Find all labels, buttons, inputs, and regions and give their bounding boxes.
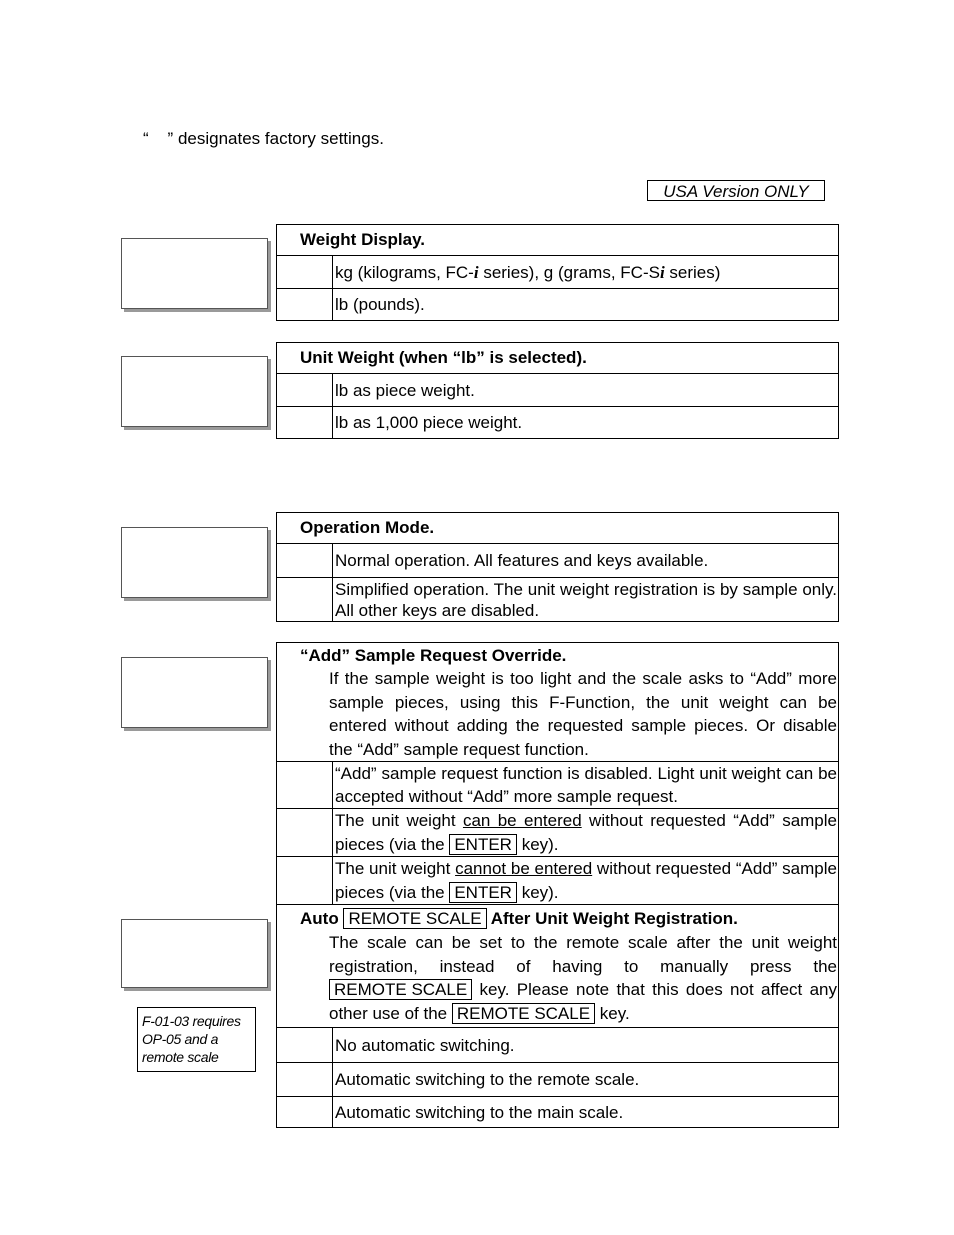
auto-remote-title: Auto REMOTE SCALE After Unit Weight Registration. <box>300 909 738 928</box>
table-row <box>277 1027 838 1062</box>
function-code-box-auto-remote <box>121 919 268 988</box>
usa-version-label: USA Version ONLY <box>647 180 825 201</box>
unit-weight-table <box>276 342 839 439</box>
remote-scale-key-label: REMOTE SCALE <box>329 979 472 1000</box>
function-code-box-unit-weight <box>121 356 268 427</box>
weight-display-table <box>276 224 839 321</box>
add-override-option-can: The unit weight can be entered without requested “Add” sample pieces (via the ENTER key). <box>335 811 837 854</box>
weight-display-title: Weight Display. <box>300 230 426 249</box>
add-override-title: “Add” Sample Request Override. <box>300 646 567 665</box>
operation-mode-normal: Normal operation. All features and keys available. <box>335 551 709 570</box>
table-row <box>277 255 838 288</box>
table-row <box>277 373 838 406</box>
auto-remote-option-main: Automatic switching to the main scale. <box>335 1103 624 1122</box>
remote-scale-key-label: REMOTE SCALE <box>452 1003 595 1024</box>
add-override-option-cannot: The unit weight cannot be entered without requested “Add” sample pieces (via the ENTER key). <box>335 859 837 902</box>
function-code-box-add-override <box>121 657 268 728</box>
table-row <box>277 577 838 621</box>
table-row <box>277 288 838 320</box>
remote-scale-requirement-note: F-01-03 requires OP-05 and a remote scale <box>137 1007 256 1072</box>
table-row <box>277 1062 838 1096</box>
function-code-box-weight-display <box>121 238 268 309</box>
unit-weight-option-piece: lb as piece weight. <box>335 381 475 400</box>
add-override-option-disabled: “Add” sample request function is disabled. Light unit weight can be accepted without “Add” more sample request. <box>335 764 837 806</box>
add-override-header <box>277 643 838 761</box>
add-override-description: If the sample weight is too light and the scale asks to “Add” more sample pieces, using this F-Function, the unit weight can be entered without adding the requested sample pieces. Or disable the “Add” sample request function. <box>329 669 837 759</box>
auto-remote-option-remote: Automatic switching to the remote scale. <box>335 1070 640 1089</box>
unit-weight-title: Unit Weight (when “lb” is selected). <box>300 348 587 367</box>
auto-remote-description: The scale can be set to the remote scale after the unit weight registration, instead of having to manually press the REMOTE SCALE key. Please note that this does not affect any other use of the REMOTE SCALE key. <box>329 933 837 1023</box>
table-row <box>277 761 838 808</box>
weight-display-option-lb: lb (pounds). <box>335 295 425 314</box>
operation-mode-table <box>276 512 839 622</box>
remote-scale-key-label: REMOTE SCALE <box>343 908 486 929</box>
auto-remote-header <box>277 904 838 1027</box>
enter-key-label: ENTER <box>449 882 517 903</box>
auto-remote-option-none: No automatic switching. <box>335 1036 515 1055</box>
operation-mode-title: Operation Mode. <box>300 518 435 537</box>
table-row <box>277 856 838 904</box>
factory-settings-note: “ ” designates factory settings. <box>143 129 384 148</box>
function-code-box-operation-mode <box>121 527 268 598</box>
table-row <box>277 808 838 856</box>
add-override-table <box>276 642 839 1128</box>
table-row <box>277 1096 838 1127</box>
unit-weight-option-1000: lb as 1,000 piece weight. <box>335 413 523 432</box>
table-row <box>277 543 838 577</box>
operation-mode-simplified: Simplified operation. The unit weight registration is by sample only. All other keys are disabled. <box>335 580 837 620</box>
enter-key-label: ENTER <box>449 834 517 855</box>
table-row <box>277 406 838 438</box>
weight-display-option-kg: kg (kilograms, FC-i series), g (grams, FC-Si series) <box>335 263 721 282</box>
